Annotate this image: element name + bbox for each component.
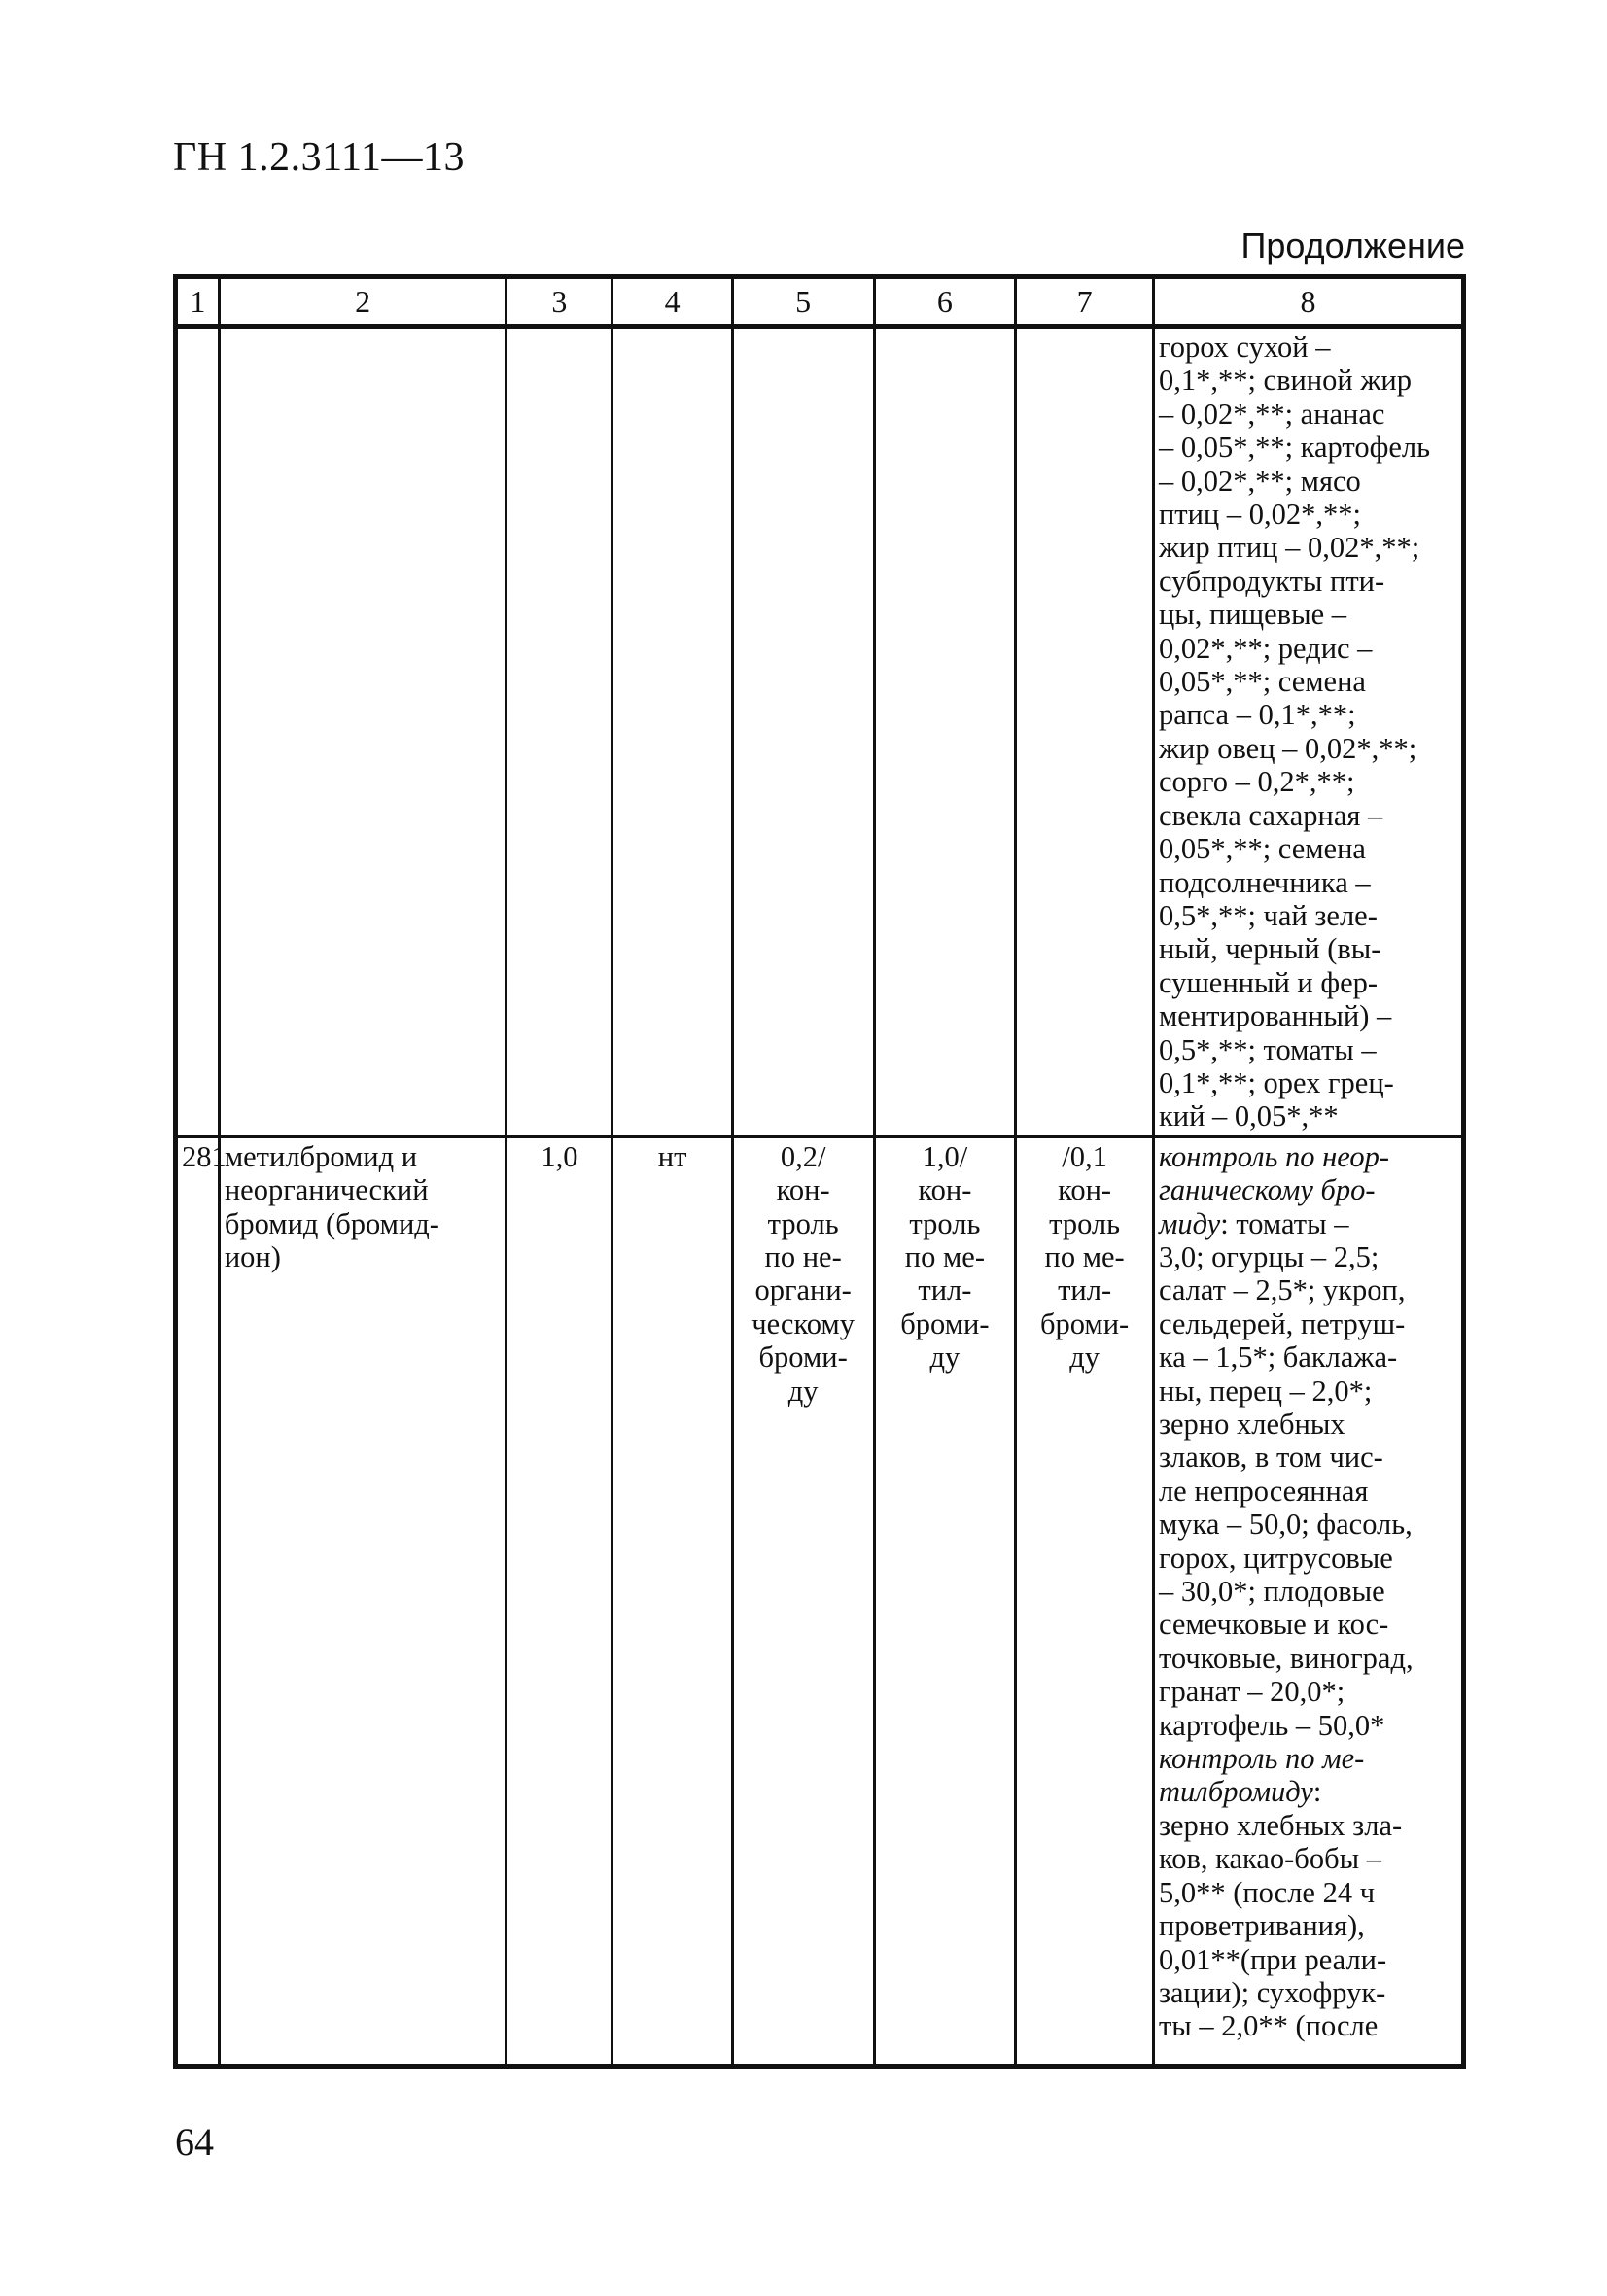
cont-cell-5 xyxy=(732,327,874,1137)
entry-number: 281 xyxy=(176,1136,220,2066)
column-number-5: 5 xyxy=(732,277,874,327)
continuation-label: Продолжение xyxy=(1240,226,1465,265)
entry-col6-value: 1,0/ кон- троль по ме- тил- броми- ду xyxy=(874,1136,1016,2066)
control-methyl-label: контроль по ме- тилбромиду xyxy=(1158,1742,1365,1809)
column-number-6: 6 xyxy=(874,277,1016,327)
column-number-1: 1 xyxy=(176,277,220,327)
column-number-3: 3 xyxy=(507,277,612,327)
page-number: 64 xyxy=(175,2120,214,2164)
substance-name: метилбромид и неорганический бромид (бромид- ион) xyxy=(219,1136,507,2066)
cont-cell-7 xyxy=(1016,327,1154,1137)
column-number-4: 4 xyxy=(612,277,732,327)
document-code: ГН 1.2.3111—13 xyxy=(173,135,465,180)
entry-col7-value: /0,1 кон- троль по ме- тил- броми- ду xyxy=(1016,1136,1154,2066)
column-number-row xyxy=(176,277,1464,327)
control-methyl-text: : зерно хлебных зла- ков, какао-бобы – 5,0** (после 24 ч проветривания), 0,01**(при реали- зации); сухофрук- ты – 2,0** (после xyxy=(1158,1775,1403,2043)
cont-foods-cell: горох сухой – 0,1*,**; свиной жир – 0,02*,**; ананас – 0,05*,**; картофель – 0,02*,**; мясо птиц – 0,02*,**; жир птиц – 0,02*,**; субпродукты пти- цы, пищевые – 0,02*,**; редис – 0,05*,**; семена рапса – 0,1*,**; жир овец – 0,02*,**; сорго – 0,2*,**; свекла сахарная – 0,05*,**; семена подсолнечника – 0,5*,**; чай зеле- ный, черный (вы- сушенный и фер- ментированный) – 0,5*,**; томаты – 0,1*,**; орех грец- кий – 0,05*,** xyxy=(1153,327,1463,1137)
cont-cell-2 xyxy=(219,327,507,1137)
cont-cell-3 xyxy=(507,327,612,1137)
column-number-7: 7 xyxy=(1016,277,1154,327)
entry-col3-value: 1,0 xyxy=(507,1136,612,2066)
column-number-2: 2 xyxy=(219,277,507,327)
entry-row-281 xyxy=(176,1136,1464,2066)
control-inorganic-label: контроль по неор- ганическому бро- миду xyxy=(1158,1139,1390,1240)
norm-table xyxy=(173,274,1466,2069)
entry-col4-value: нт xyxy=(612,1136,732,2066)
cont-cell-1 xyxy=(176,327,220,1137)
cont-cell-6 xyxy=(874,327,1016,1137)
cont-cell-4 xyxy=(612,327,732,1137)
column-number-8: 8 xyxy=(1153,277,1463,327)
entry-col5-value: 0,2/ кон- троль по не- органи- ческому броми- ду xyxy=(732,1136,874,2066)
continuation-row xyxy=(176,327,1464,1137)
control-inorganic-text: : томаты – 3,0; огурцы – 2,5; салат – 2,5*; укроп, сельдерей, петруш- ка – 1,5*; баклажа- ны, перец – 2,0*; зерно хлебных злаков, в том чис- ле непросеянная мука – 50,0; фасоль, горох, цитрусовые – 30,0*; плодовые семечковые и кос- точковые, виноград, гранат – 20,0*; картофель – 50,0* xyxy=(1158,1206,1414,1742)
entry-foods-cell xyxy=(1153,1136,1463,2066)
